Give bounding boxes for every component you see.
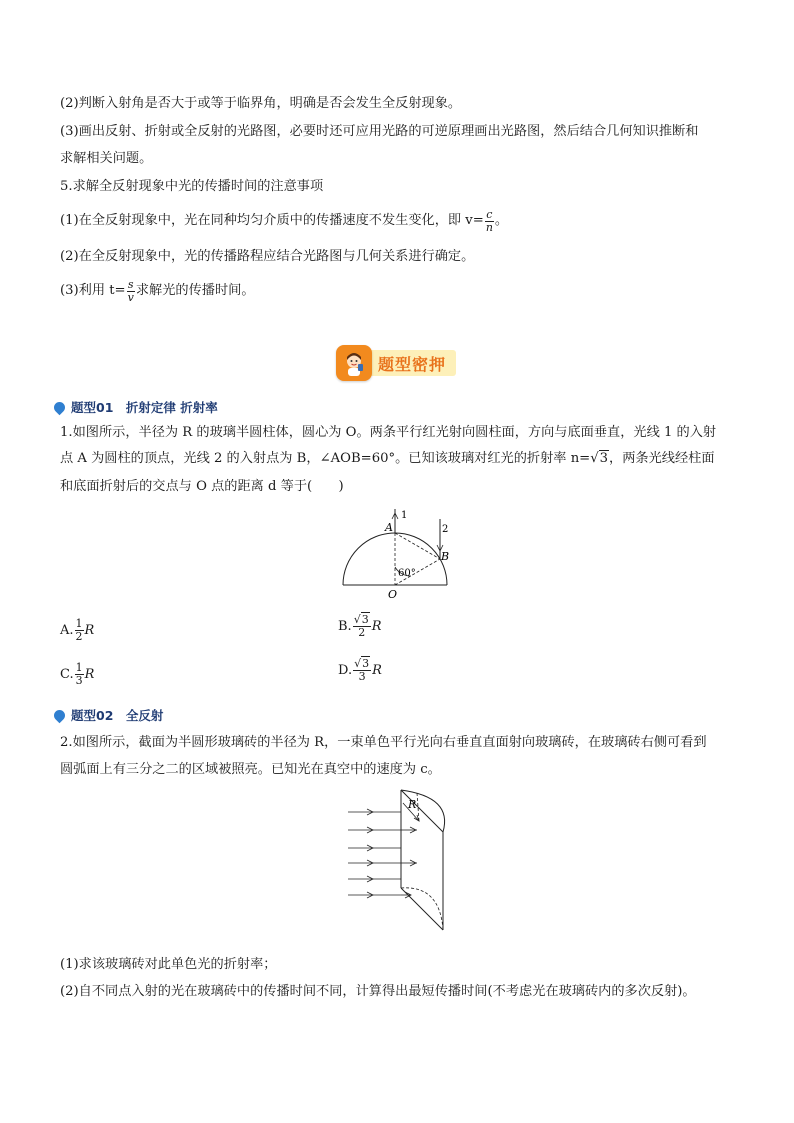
option-c[interactable]: C. $\frac{1}{3}$ R <box>60 661 95 687</box>
option-d[interactable]: D. $\frac{√3}{3}$ R <box>338 657 382 683</box>
option-a[interactable]: A. $\frac{1}{2}$ R <box>60 617 95 643</box>
intro-item-3-line2: 求解相关问题。 <box>60 151 153 166</box>
label-r: R <box>408 798 417 811</box>
label-ray-1: 1 <box>401 510 408 521</box>
label-b: B <box>441 550 450 563</box>
section-banner <box>336 345 462 381</box>
fraction-s-over-v: $\frac{s}{v}$ <box>127 277 134 304</box>
intro-item-3-line1: (3)画出反射、折射或全反射的光路图，必要时还可应用光路的可逆原理画出光路图，然后结合几何知识推断和 <box>60 124 699 139</box>
intro-heading-5: 5.求解全反射现象中光的传播时间的注意事项 <box>60 179 324 194</box>
q2-line2: 圆弧面上有三分之二的区域被照亮。已知光在真空中的速度为 c。 <box>60 762 441 777</box>
q2-sub-1: (1)求该玻璃砖对此单色光的折射率； <box>60 957 277 972</box>
fraction-c-over-n: $\frac{c}{n}$ <box>485 207 493 234</box>
label-ray-2: 2 <box>442 524 449 535</box>
q1-line1: 1.如图所示，半径为 R 的玻璃半圆柱体，圆心为 O。两条平行红光射向圆柱面，方向与底面垂直，光线 1 的入射 <box>60 425 717 440</box>
label-a: A <box>385 521 393 534</box>
type02-heading: 题型02 全反射 <box>54 706 163 724</box>
q2-line1: 2.如图所示，截面为半圆形玻璃砖的半径为 R，一束单色平行光向右垂直直面射向玻璃砖，在玻璃砖右侧可看到 <box>60 735 707 750</box>
semicircle-figure <box>335 505 465 605</box>
q1-line2: 点 A 为圆柱的顶点，光线 2 的入射点为 B，∠AOB=60°。已知该玻璃对红光的折射率 n= √3 ，两条光线经柱面 <box>60 451 715 466</box>
option-b[interactable]: B. $\frac{√3}{2}$ R <box>338 613 382 639</box>
label-angle: 60° <box>398 568 416 579</box>
pin-icon <box>52 399 68 415</box>
teacher-avatar-icon <box>336 345 372 381</box>
glass-brick-figure <box>345 785 460 945</box>
banner-label: 题型密押 <box>368 350 456 376</box>
intro-item-2: (2)判断入射角是否大于或等于临界角，明确是否会发生全反射现象。 <box>60 96 462 111</box>
label-o: O <box>388 588 398 601</box>
sqrt-3: √3 <box>590 451 609 466</box>
pin-icon <box>52 707 68 723</box>
step1-text: (1)在全反射现象中，光在同种均匀介质中的传播速度不发生变化，即 v= <box>60 213 484 228</box>
intro-step-1: (1)在全反射现象中，光在同种均匀介质中的传播速度不发生变化，即 v= $\frac{c}{n}$ 。 <box>60 207 509 234</box>
q2-sub-2: (2)自不同点入射的光在玻璃砖中的传播时间不同，计算得出最短传播时间(不考虑光在玻璃砖内的多次反射)。 <box>60 984 696 999</box>
intro-step-3: (3)利用 t= $\frac{s}{v}$ 求解光的传播时间。 <box>60 277 255 304</box>
q1-line3: 和底面折射后的交点与 O 点的距离 d 等于( ) <box>60 479 344 494</box>
intro-step-2: (2)在全反射现象中，光的传播路程应结合光路图与几何关系进行确定。 <box>60 249 475 264</box>
type01-heading: 题型01 折射定律 折射率 <box>54 398 218 416</box>
